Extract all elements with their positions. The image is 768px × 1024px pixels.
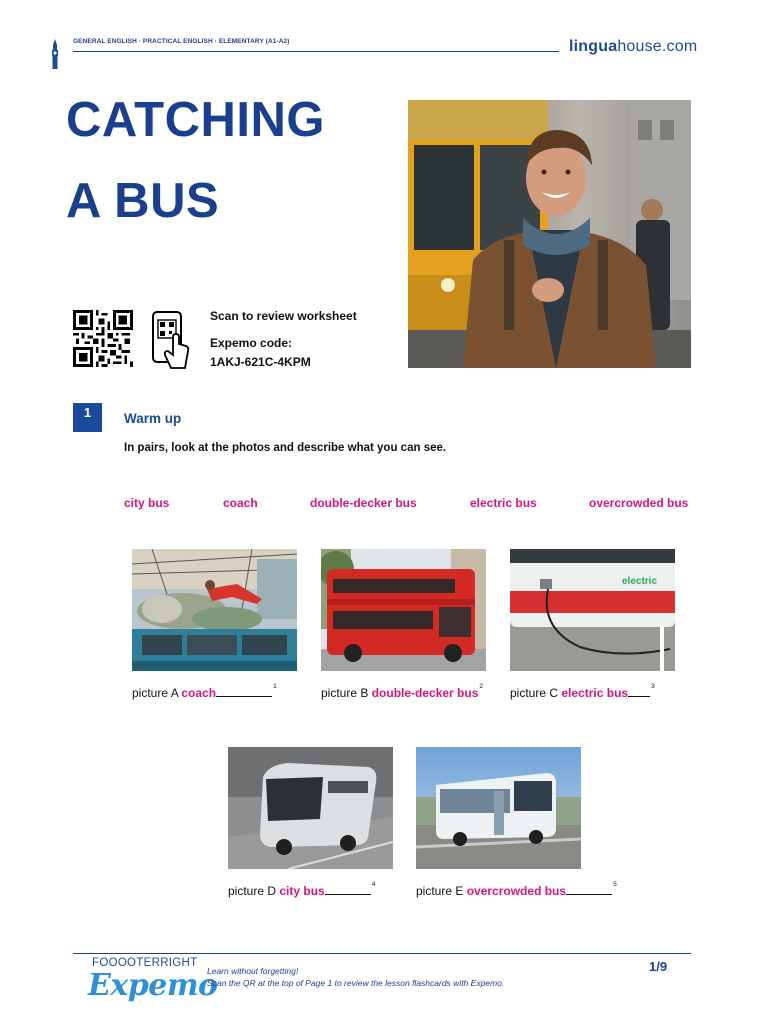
qr-code-icon[interactable] bbox=[73, 310, 133, 367]
footnote-number: 2 bbox=[479, 683, 484, 690]
picture-label: picture E bbox=[416, 884, 464, 898]
caption-a bbox=[132, 683, 277, 700]
footnote-number: 4 bbox=[371, 881, 376, 888]
section-title: Warm up bbox=[124, 411, 182, 426]
brand-logo[interactable] bbox=[569, 38, 697, 56]
vocab-item: electric bus bbox=[470, 496, 537, 510]
page-number: 1/9 bbox=[649, 959, 668, 974]
answer-text[interactable]: electric bus bbox=[561, 686, 629, 700]
picture-label: picture C bbox=[510, 686, 559, 700]
caption-b bbox=[321, 683, 484, 700]
phone-scan-icon bbox=[151, 311, 191, 369]
expemo-code-value: 1AKJ-621C-4KPM bbox=[210, 355, 311, 369]
brand-bold: lingua bbox=[569, 38, 618, 55]
answer-blank[interactable] bbox=[566, 885, 612, 895]
brand-thin: house.com bbox=[617, 38, 698, 55]
vocab-item: coach bbox=[223, 496, 258, 510]
vocab-item: city bus bbox=[124, 496, 170, 510]
answer-text[interactable]: overcrowded bus bbox=[466, 884, 567, 898]
page-title-line2: A BUS bbox=[66, 174, 220, 228]
vocab-item: overcrowded bus bbox=[589, 496, 689, 510]
photo-a bbox=[132, 549, 297, 671]
expemo-code-label: Expemo code: bbox=[210, 336, 293, 350]
answer-blank[interactable] bbox=[325, 885, 371, 895]
footer-note: Learn without forgetting! Scan the QR at the top of Page 1 to review the lesson flashcards with Expemo. bbox=[207, 966, 505, 988]
answer-text[interactable]: city bus bbox=[279, 884, 325, 898]
hero-image bbox=[408, 100, 691, 368]
answer-blank[interactable] bbox=[216, 687, 272, 697]
footnote-number: 5 bbox=[613, 881, 617, 888]
answer-blank[interactable] bbox=[628, 687, 650, 697]
vocab-item: double-decker bus bbox=[310, 496, 417, 510]
big-ben-icon bbox=[50, 39, 60, 69]
answer-text[interactable]: coach bbox=[181, 686, 217, 700]
section-instruction: In pairs, look at the photos and describe what you can see. bbox=[124, 442, 447, 454]
caption-e bbox=[416, 881, 617, 898]
caption-c bbox=[510, 683, 655, 700]
footer-placeholder: FOOOOTERRIGHT bbox=[92, 957, 198, 969]
page-title-line1: CATCHING bbox=[66, 93, 325, 147]
section-number: 1 bbox=[73, 403, 102, 432]
picture-label: picture B bbox=[321, 686, 369, 700]
picture-label: picture D bbox=[228, 884, 277, 898]
photo-e bbox=[416, 747, 581, 869]
picture-label: picture A bbox=[132, 686, 179, 700]
photo-c bbox=[510, 549, 675, 671]
expemo-logo[interactable]: Expemo bbox=[88, 968, 218, 1003]
footnote-number: 3 bbox=[651, 683, 655, 690]
photo-b bbox=[321, 549, 486, 671]
caption-d bbox=[228, 881, 376, 898]
scan-instruction: Scan to review worksheet bbox=[210, 309, 357, 323]
photo-c-label: electric bbox=[622, 576, 658, 587]
answer-text[interactable]: double-decker bus bbox=[371, 686, 479, 700]
footnote-number: 1 bbox=[273, 683, 277, 690]
photo-d bbox=[228, 747, 393, 869]
breadcrumb: GENERAL ENGLISH · PRACTICAL ENGLISH · ELEMENTARY (A1-A2) bbox=[73, 38, 290, 45]
header-rule bbox=[73, 51, 559, 52]
footer-rule bbox=[73, 953, 691, 954]
